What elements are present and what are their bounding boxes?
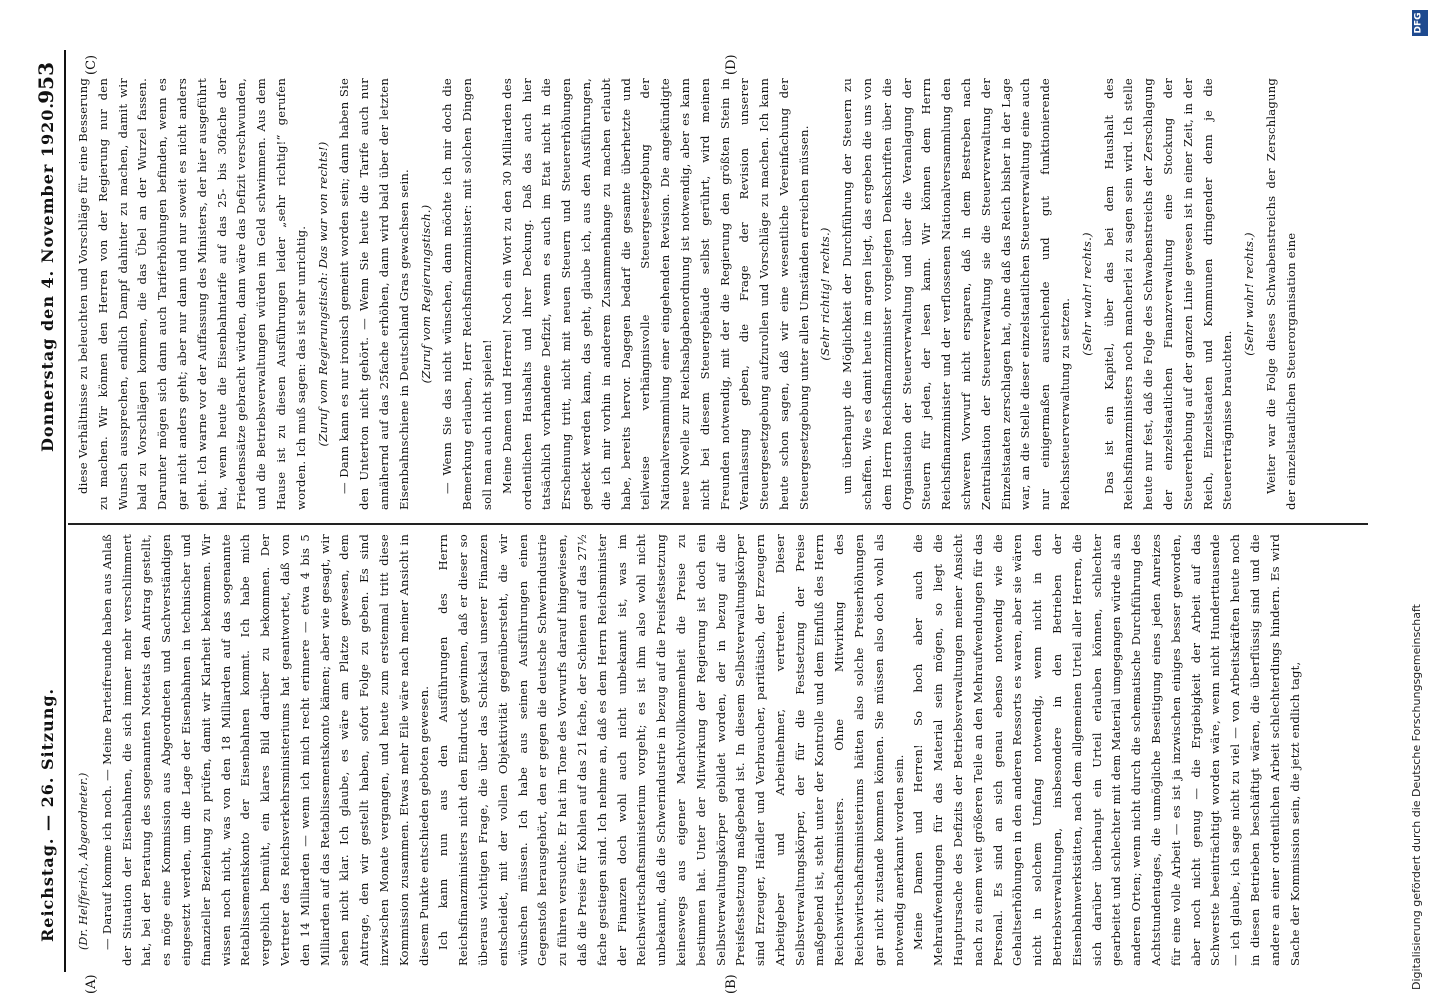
- margin-letter-d: (D): [724, 54, 739, 75]
- digitization-note-text: Digitalisierung gefördert durch die Deutsche Forschungsgemeinschaft: [1410, 604, 1423, 990]
- header-rule: [64, 50, 66, 972]
- document-page: [24, 50, 1388, 994]
- paragraph: Meine Damen und Herren! Noch ein Wort zu den 30 Milliarden des ordentlichen Haushalts und ihrer Deckung. Daß das auch hier tatsächlich vorhandene Defizit, wenn es auch im Etat nicht in die Erscheinung tritt, nicht mit neuen Steuern und Steuererhöhungen gedeckt werden kann, das geht, glaube ich, aus den Ausführungen, die ich mir vorhin in anderem Zusammenhange zu machen erlaubt habe, bereits hervor. Dagegen bedarf die gesamte überhetzte und teilweise verhängnisvolle Steuergesetzgebung der Nationalversammlung einer eingehenden Revision. Die angekündigte neue Novelle zur Reichsabgabenordnung ist notwendig, aber es kann nicht bei diesem Steuergebäude selbst gerührt, wird meinen Freunden notwendig, mit der die Regierung den größten Stein in Veranlassung geben, die Frage der Revision unserer Steuergesetzgebung aufzurollen und Vorschläge zu machen. Ich kann heute schon sagen, daß wir eine wesentliche Vereinfachung der Steuergesetzgebung unter allen Umständen erreichen müssen.: [499, 78, 811, 510]
- interjection: (Sehr wahr! rechts.): [1079, 232, 1094, 356]
- left-column: [74, 534, 1374, 966]
- paragraph: — Wenn Sie das nicht wünschen, dann möchte ich mir doch die Bemerkung erlauben, Herr Reichsfinanzminister: mit solchen Dingen soll man auch nicht spielen!: [440, 78, 494, 510]
- dfg-logo: DFG: [1412, 10, 1428, 36]
- paragraph: — Dann kann es nur ironisch gemeint worden sein; dann haben Sie den Unterton nicht gehört. — Wenn Sie heute die Tarife auch nur annähernd auf das 25fache erhöhen, dann wird bald über der letzten Eisenbahnschiene in Deutschland Gras gewachsen sein.: [337, 78, 411, 510]
- column-divider: [68, 523, 1368, 525]
- paragraph: Meine Damen und Herren! So hoch aber auch die Mehraufwendungen für das Material sein mögen, so liegt die Hauptursache des Defizits der Betriebsverwaltungen meiner Ansicht nach zu einem weit größeren Teile an den Mehraufwendungen für das Personal. Es sind an sich genau ebenso notwendig wie die Gehaltserhöhungen in den anderen Ressorts es waren, aber sie wären nicht in solchem Umfang notwendig, wenn nicht in den Betriebsverwaltungen, insbesondere in den Betrieben der Eisenbahnwerkstätten, nach dem allgemeinen Urteil aller Herren, die sich darüber überhaupt ein Urteil erlauben können, schlechter gearbeitet und schlechter mit dem Material umgegangen würde als an anderen Orten; wenn nicht durch die schematische Durchführung des Achtstundentages, die unmögliche Beseitigung eines jeden Anreizes für eine volle Arbeit — es ist ja inzwischen einiges besser geworden, aber noch nicht genug — die Ergiebigkeit der Arbeit auf das Schwerste beeinträchtigt worden wäre, wenn nicht Hunderttausende — ich glaube, ich sage nicht zu viel — von Arbeitskräften heute noch in diesen Betrieben beschäftigt wären, die überflüssig sind und die andere an einer ordentlichen Arbeit schlechterdings hindern. Es wird Sache der Kommission sein, die jetzt endlich tagt,: [911, 534, 1302, 966]
- page-number: 953: [34, 62, 58, 104]
- page-header: [28, 62, 62, 972]
- right-column: [74, 78, 1374, 510]
- digitization-note: [1410, 10, 1430, 990]
- interjection: (Zuruf vom Regierungstisch: Das war von rechts!): [315, 141, 330, 447]
- speaker-line: (Dr. Helfferich, Abgeordneter.): [77, 772, 90, 950]
- interjection: (Zuruf vom Regierungstisch.): [418, 204, 433, 384]
- margin-letter-a: (A): [84, 974, 99, 994]
- margin-letter-c: (C): [84, 54, 99, 75]
- interjection: (Sehr wahr! rechts.): [1242, 232, 1257, 356]
- paragraph: um überhaupt die Möglichkeit der Durchführung der Steuern zu schaffen. Wie es damit heute im argen liegt, das ergeben die uns von dem Herrn Reichsfinanzminister vorgelegten Denkschriften über die Organisation der Steuerverwaltung und über die Veranlagung der Steuern für jeden, der lesen kann. Wir können dem Herrn Reichsfinanzminister und der verflossenen Nationalversammlung den schweren Vorwurf nicht ersparen, daß in dem Bestreben nach Zentralisation der Steuerverwaltung sie die Steuerverwaltung der Einzelstaaten zerschlagen hat, ohne daß das Reich bisher in der Lage war, an die Stelle dieser einzelstaatlichen Steuerverwaltung eine auch nur einigermaßen ausreichende und gut funktionierende Reichssteuerverwaltung zu setzen.: [840, 78, 1073, 510]
- paragraph: Das ist ein Kapitel, über das bei dem Haushalt des Reichsfinanzministers noch mancherlei zu sagen sein wird. Ich stelle heute nur fest, daß die Folge des Schwabenstreichs der Zerschlagung der einzelstaatlichen Finanzverwaltung eine Stockung der Steuererhebung auf der ganzen Linie gewesen ist in einer Zeit, in der Reich, Einzelstaaten und Kommunen dringender denn je die Steuererträgnisse brauchten.: [1101, 78, 1235, 510]
- header-right: Donnerstag den 4. November 1920.: [38, 102, 57, 452]
- paragraph: — Darauf komme ich noch. — Meine Parteifreunde haben aus Anlaß der Situation der Eisenbahnen, die sich immer mehr verschlimmert hat, bei der Beratung des sogenannten Notetats den Antrag gestellt, es möge eine Kommission aus Abgeordneten und Sachverständigen eingesetzt werden, um die Lage der Eisenbahnen in technischer und finanzieller Beziehung zu prüfen, damit wir Klarheit bekommen. Wir wissen noch nicht, was von den 18 Milliarden auf das sogenannte Retablissementskonto der Eisenbahnen kommt. Ich habe mich vergeblich bemüht, ein klares Bild darüber zu bekommen. Der Vertreter des Reichsverkehrsministeriums hat geantwortet, daß von den 14 Milliarden — wenn ich mich recht erinnere — etwa 4 bis 5 Milliarden auf das Retablissementskonto kämen; aber wie gesagt, wir sehen nicht klar. Ich glaube, es wäre am Platze gewesen, dem Antrage, den wir gestellt haben, sofort Folge zu geben. Es sind inzwischen Monate vergangen, und heute zum erstenmal tritt diese Kommission zusammen. Etwas mehr Eile wäre nach meiner Ansicht in diesem Punkte entschieden geboten gewesen.: [99, 534, 431, 966]
- paragraph: Ich kann nun aus den Ausführungen des Herrn Reichsfinanzministers nicht den Eindruck gewinnen, daß er dieser so überaus wichtigen Frage, die über das Schicksal unserer Finanzen entscheidet, mit der vollen Objektivität gegenübersteht, die wir wünschen müssen. Ich habe aus seinen Ausführungen einen Gegenstoß herausgehört, den er gegen die deutsche Schwerindustrie zu führen versuchte. Er hat im Tone des Vorwurfs darauf hingewiesen, daß die Preise für Kohlen auf das 21 fache, der Schienen auf das 27½ fache gestiegen sind. Ich nehme an, daß es dem Herrn Reichsminister der Finanzen doch wohl auch nicht unbekannt ist, was im Reichswirtschaftsministerium vorgeht; es ist ihm also wohl nicht unbekannt, daß die Schwerindustrie in bezug auf die Preisfestsetzung keineswegs aus eigener Machtvollkommenheit die Preise zu bestimmen hat. Unter der Mitwirkung der Regierung ist doch ein Selbstverwaltungskörper gebildet worden, der in bezug auf die Preisfestsetzung maßgebend ist. In diesem Selbstverwaltungskörper sind Erzeuger, Händler und Verbraucher, paritätisch, der Erzeugern Arbeitgeber und Arbeitnehmer, vertreten. Dieser Selbstverwaltungskörper, der für die Festsetzung der Preise maßgebend ist, steht unter der Kontrolle und dem Einfluß des Herrn Reichswirtschaftsministers. Ohne Mitwirkung des Reichswirtschaftsministeriums hätten also solche Preiserhöhungen gar nicht zustande kommen können. Sie müssen also doch wohl als notwendig anerkannt worden sein.: [436, 534, 906, 966]
- paragraph: diese Verhältnisse zu beleuchten und Vorschläge für eine Besserung zu machen. Wir können den Herren von der Regierung nur den Wunsch aussprechen, endlich Dampf dahinter zu machen, damit wir bald zu Vorschlägen kommen, die das Übel an der Wurzel fassen. Darunter mögen sich dann auch Tariferhöhungen befinden, wenn es gar nicht anders geht; aber nur dann und nur soweit es nicht anders geht. Ich warne vor der Auffassung des Ministers, der hier ausgeführt hat, wenn heute die Eisenbahntarife auf das 25- bis 30fache der Friedenssätze gebracht würden, dann wäre das Defizit verschwunden, und die Betriebsverwaltungen würden im Geld schwimmen. Aus dem Hause ist zu diesen Ausführungen leider „sehr richtig!“ gerufen worden. Ich muß sagen: das ist sehr unrichtig.: [76, 78, 308, 510]
- margin-letter-b: (B): [724, 974, 739, 994]
- interjection: (Sehr richtig! rechts.): [818, 227, 833, 361]
- header-left: Reichstag. — 26. Sitzung.: [38, 687, 57, 942]
- paragraph: Weiter war die Folge dieses Schwabenstreichs der Zerschlagung der einzelstaatlichen Steuerorganisation eine: [1264, 78, 1298, 510]
